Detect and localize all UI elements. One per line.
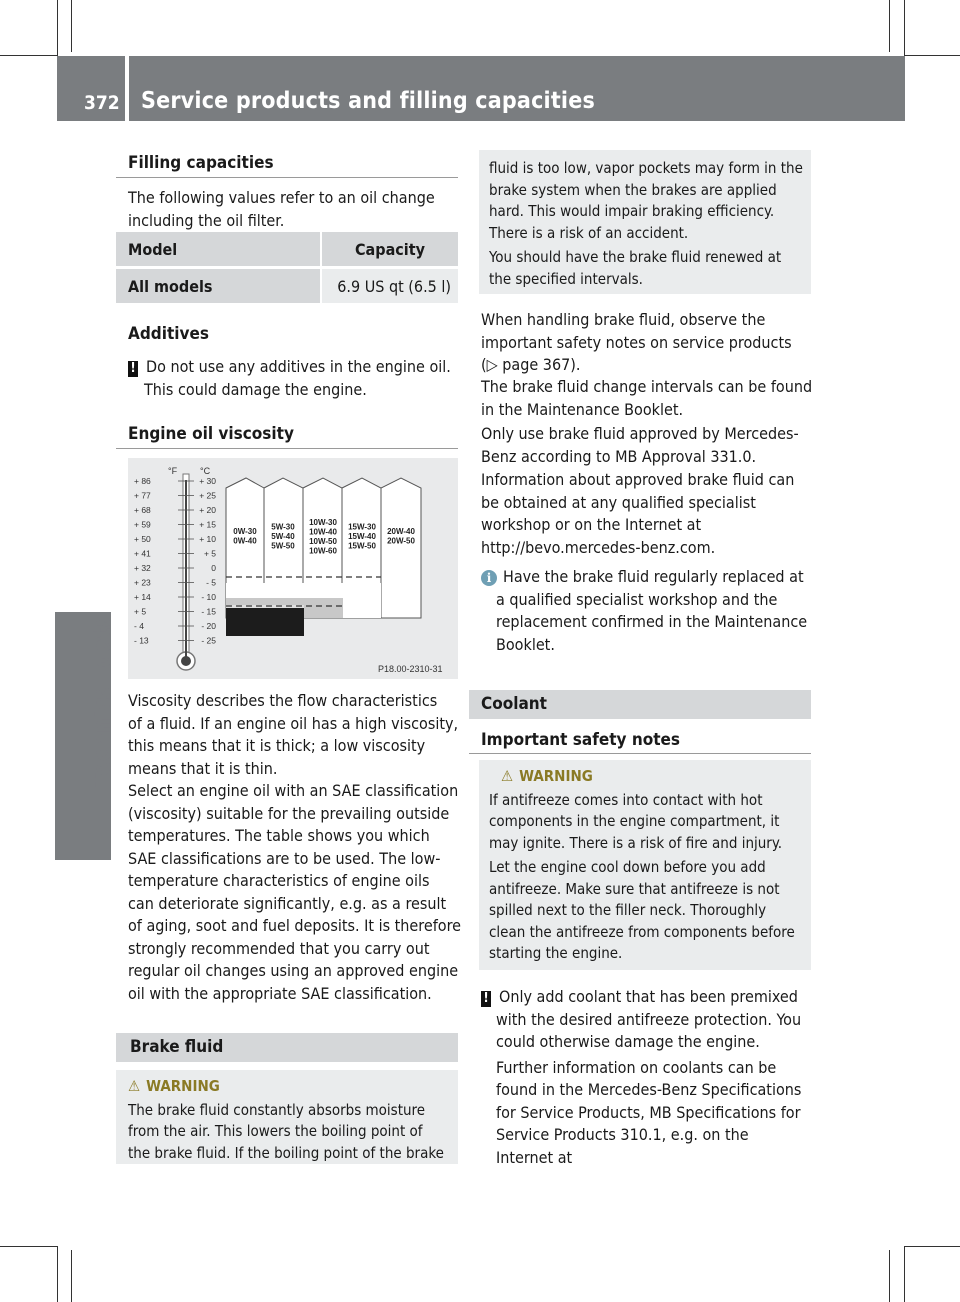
low-temp-band (226, 608, 304, 636)
text-line: fluid is too low, vapor pockets may form in the (489, 159, 803, 177)
page-reference-link[interactable]: (▷ page 367). (481, 355, 581, 374)
crop-mark (905, 55, 960, 56)
text-line: found in the Mercedes-Benz Specifications (496, 1080, 802, 1099)
text-line: Have the brake fluid regularly replaced at (503, 567, 804, 586)
text-line: can deteriorate significantly, e.g. as a result (128, 893, 447, 913)
text-line: clean the antifreeze from components before (489, 922, 795, 941)
brake-heading-bar (116, 1033, 458, 1062)
filling-heading: Filling capacities (128, 153, 274, 173)
warning-label: WARNING (519, 767, 593, 785)
viscosity-para1 (128, 690, 458, 780)
grade-column (381, 478, 421, 618)
text-line: Booklet. (496, 634, 555, 654)
table-cell-capacity: 6.9 US qt (6.5 l) (321, 269, 458, 303)
text-line: Select an engine oil with an SAE classification (128, 781, 459, 800)
info-icon: i (481, 570, 497, 586)
filling-intro (128, 187, 435, 232)
text-line: oil with the appropriate SAE classification. (128, 983, 432, 1003)
exclamation-icon: ! (128, 361, 138, 377)
grade-label: 15W-50 (348, 541, 376, 551)
text-line: be obtained at any qualified specialist (481, 492, 756, 512)
side-tab-label-wrap (88, 613, 128, 803)
text-line: temperatures. The table shows you which (128, 826, 430, 845)
text-line: spilled next to the filler neck. Thoroughly (489, 901, 767, 919)
text-line: for Service Products, MB Specifications for (496, 1102, 801, 1122)
coolant-subheading: Important safety notes (481, 730, 681, 750)
scale-tick-f: + 59 (134, 519, 151, 530)
text-line: in the Maintenance Booklet. (481, 399, 684, 419)
url-link[interactable]: http://bevo.mercedes-benz.com. (481, 537, 716, 557)
grade-label: 15W-30 (348, 522, 376, 532)
warning-icon: ⚠ (501, 767, 514, 785)
text-line: brake system when the brakes are applied (489, 180, 777, 199)
text-line: of a fluid. If an engine oil has a high viscosity, (128, 713, 459, 733)
grade-label: 5W-40 (271, 532, 295, 541)
crop-mark (889, 0, 890, 52)
grade-label: 20W-50 (387, 536, 415, 546)
text-line: If antifreeze comes into contact with hot (489, 790, 763, 809)
text-line: from the air. This lowers the boiling point of (128, 1122, 423, 1140)
brake-para1 (481, 309, 792, 377)
heading-rule (116, 448, 458, 449)
scale-tick-f: + 14 (134, 592, 151, 602)
grade-label: 5W-50 (271, 541, 295, 551)
crop-mark (889, 1250, 890, 1302)
scale-tick-c: - 5 (206, 577, 216, 588)
table-cell-model: All models (116, 269, 321, 303)
grade-label: 10W-50 (309, 537, 337, 546)
text-line: When handling brake fluid, observe the (481, 310, 766, 329)
table-header-row (116, 232, 458, 266)
crop-mark (57, 1246, 58, 1302)
unit-f-label: °F (168, 466, 178, 476)
text-line: means that it is thin. (128, 758, 278, 778)
text-line: Only add coolant that has been premixed (499, 987, 798, 1006)
text-line: of aging, soot and fuel deposits. It is therefore (128, 916, 461, 935)
text-line: this means that it is thick; a low viscosity (128, 736, 426, 755)
text-line: a qualified specialist workshop and the (496, 589, 778, 609)
grade-columns (226, 478, 421, 636)
text-line: may ignite. There is a risk of fire and injury. (489, 833, 782, 852)
text-line: There is a risk of an accident. (489, 223, 689, 242)
text-line: (viscosity) suitable for the prevailing outside (128, 803, 450, 823)
text-line: You should have the brake fluid renewed at (489, 248, 782, 266)
crop-mark (71, 0, 72, 52)
text-line: Service Products 310.1, e.g. on the (496, 1125, 749, 1144)
scale-tick-f: + 23 (134, 577, 151, 588)
text-line: Information about approved brake fluid can (481, 470, 795, 489)
text-line: Internet at (496, 1147, 573, 1167)
capacity-table (116, 232, 458, 303)
text-line: This could damage the engine. (144, 379, 367, 399)
header-divider (125, 56, 129, 121)
scale-tick-c: + 15 (199, 519, 216, 530)
brake-para4 (481, 469, 794, 559)
scale-tick-c: 0 (211, 563, 216, 573)
brake-heading: Brake fluid (130, 1037, 224, 1057)
warning-icon: ⚠ (128, 1077, 141, 1095)
scale-tick-f: + 50 (134, 534, 151, 544)
scale-tick-c: + 10 (199, 534, 216, 544)
text-line: SAE classifications are to be used. The low- (128, 848, 441, 868)
heading-rule (469, 753, 811, 754)
viscosity-heading: Engine oil viscosity (128, 424, 294, 444)
grade-label: 5W-30 (271, 522, 295, 532)
grade-label: 10W-30 (309, 518, 337, 527)
text-line: The brake fluid constantly absorbs moisture (128, 1100, 426, 1119)
scale-tick-f: - 13 (134, 635, 149, 646)
brake-warning-continued (479, 150, 811, 294)
text-line: Let the engine cool down before you add (489, 858, 766, 876)
text-line: antifreeze. Make sure that antifreeze is not (489, 879, 780, 898)
text-line: important safety notes on service products (481, 332, 792, 352)
scale-tick-c: - 20 (201, 621, 216, 631)
unit-c-label: °C (200, 466, 211, 476)
text-line: workshop or on the Internet at (481, 515, 702, 534)
scale-tick-c: + 30 (199, 476, 216, 486)
text-line: components in the engine compartment, it (489, 812, 780, 830)
scale-tick-f: + 77 (134, 490, 151, 501)
brake-para3 (481, 423, 799, 468)
scale-tick-c: - 10 (201, 592, 216, 602)
scale-tick-f: + 32 (134, 563, 151, 573)
table-header: Capacity (321, 232, 458, 266)
crop-mark (57, 0, 58, 56)
text-line: replacement confirmed in the Maintenance (496, 612, 808, 631)
chart-code: P18.00-2310-31 (378, 664, 443, 674)
scale-tick-f: + 68 (134, 505, 151, 515)
brake-para2 (481, 376, 812, 421)
crop-mark (71, 1250, 72, 1302)
scale-tick-c: + 20 (199, 505, 216, 515)
additives-note (128, 356, 451, 401)
thermometer-column (185, 480, 187, 660)
text-line: including the oil filter. (128, 210, 285, 230)
text-line: regular oil changes using an approved engine (128, 961, 459, 980)
scale-tick-c: - 25 (201, 635, 216, 646)
text-line: Viscosity describes the flow characteristics (128, 691, 438, 710)
grade-label: 10W-60 (309, 546, 337, 556)
crop-mark (0, 1246, 57, 1247)
grade-label: 0W-40 (233, 536, 257, 546)
scale-tick-c: + 5 (203, 548, 216, 559)
text-line: The following values refer to an oil change (128, 188, 435, 207)
warning-label: WARNING (146, 1077, 220, 1095)
brake-info-note (481, 566, 807, 656)
text-line: the specified intervals. (489, 269, 643, 288)
coolant-heading-bar (469, 690, 811, 719)
crop-mark (904, 0, 905, 56)
viscosity-para2 (128, 780, 461, 1005)
scale-tick-f: + 41 (134, 548, 151, 559)
text-line: hard. This would impair braking efficiency. (489, 202, 775, 220)
additives-heading: Additives (128, 324, 209, 344)
grade-label: 10W-40 (309, 527, 337, 537)
viscosity-chart (128, 458, 458, 679)
page-title: Service products and filling capacities (141, 88, 595, 114)
brake-warning-box (116, 1070, 458, 1164)
side-tab-label: Technical data (88, 613, 116, 788)
scale-tick-c: + 25 (199, 490, 216, 501)
scale-tick-f: - 4 (134, 621, 144, 631)
text-line: could otherwise damage the engine. (496, 1032, 760, 1051)
text-line: Benz according to MB Approval 331.0. (481, 446, 757, 466)
coolant-note (481, 986, 801, 1169)
scale-tick-c: - 15 (201, 606, 216, 617)
text-line: starting the engine. (489, 944, 623, 962)
scale-tick-f: + 5 (134, 606, 147, 617)
grade-label: 0W-30 (233, 527, 257, 536)
text-line: Do not use any additives in the engine oil. (146, 357, 451, 376)
table-header: Model (116, 232, 321, 266)
text-line: Only use brake fluid approved by Mercedes- (481, 424, 799, 443)
coolant-warning-box (479, 760, 811, 970)
crop-mark (905, 1246, 960, 1247)
text-line: The brake fluid change intervals can be found (481, 377, 813, 396)
text-line: strongly recommended that you carry out (128, 938, 430, 958)
table-row (116, 269, 458, 303)
text-line: with the desired antifreeze protection. You (496, 1009, 802, 1029)
page-number: 372 (84, 92, 120, 114)
text-line: the brake fluid. If the boiling point of the brake (128, 1143, 444, 1162)
heading-rule (116, 177, 458, 178)
scale-tick-f: + 86 (134, 476, 151, 486)
crop-mark (0, 55, 57, 56)
grade-label: 20W-40 (387, 527, 415, 536)
grade-label: 15W-40 (348, 532, 376, 541)
coolant-heading: Coolant (481, 694, 547, 714)
text-line: Further information on coolants can be (496, 1057, 777, 1077)
exclamation-icon: ! (481, 991, 491, 1007)
crop-mark (904, 1246, 905, 1302)
text-line: temperature characteristics of engine oils (128, 871, 430, 890)
